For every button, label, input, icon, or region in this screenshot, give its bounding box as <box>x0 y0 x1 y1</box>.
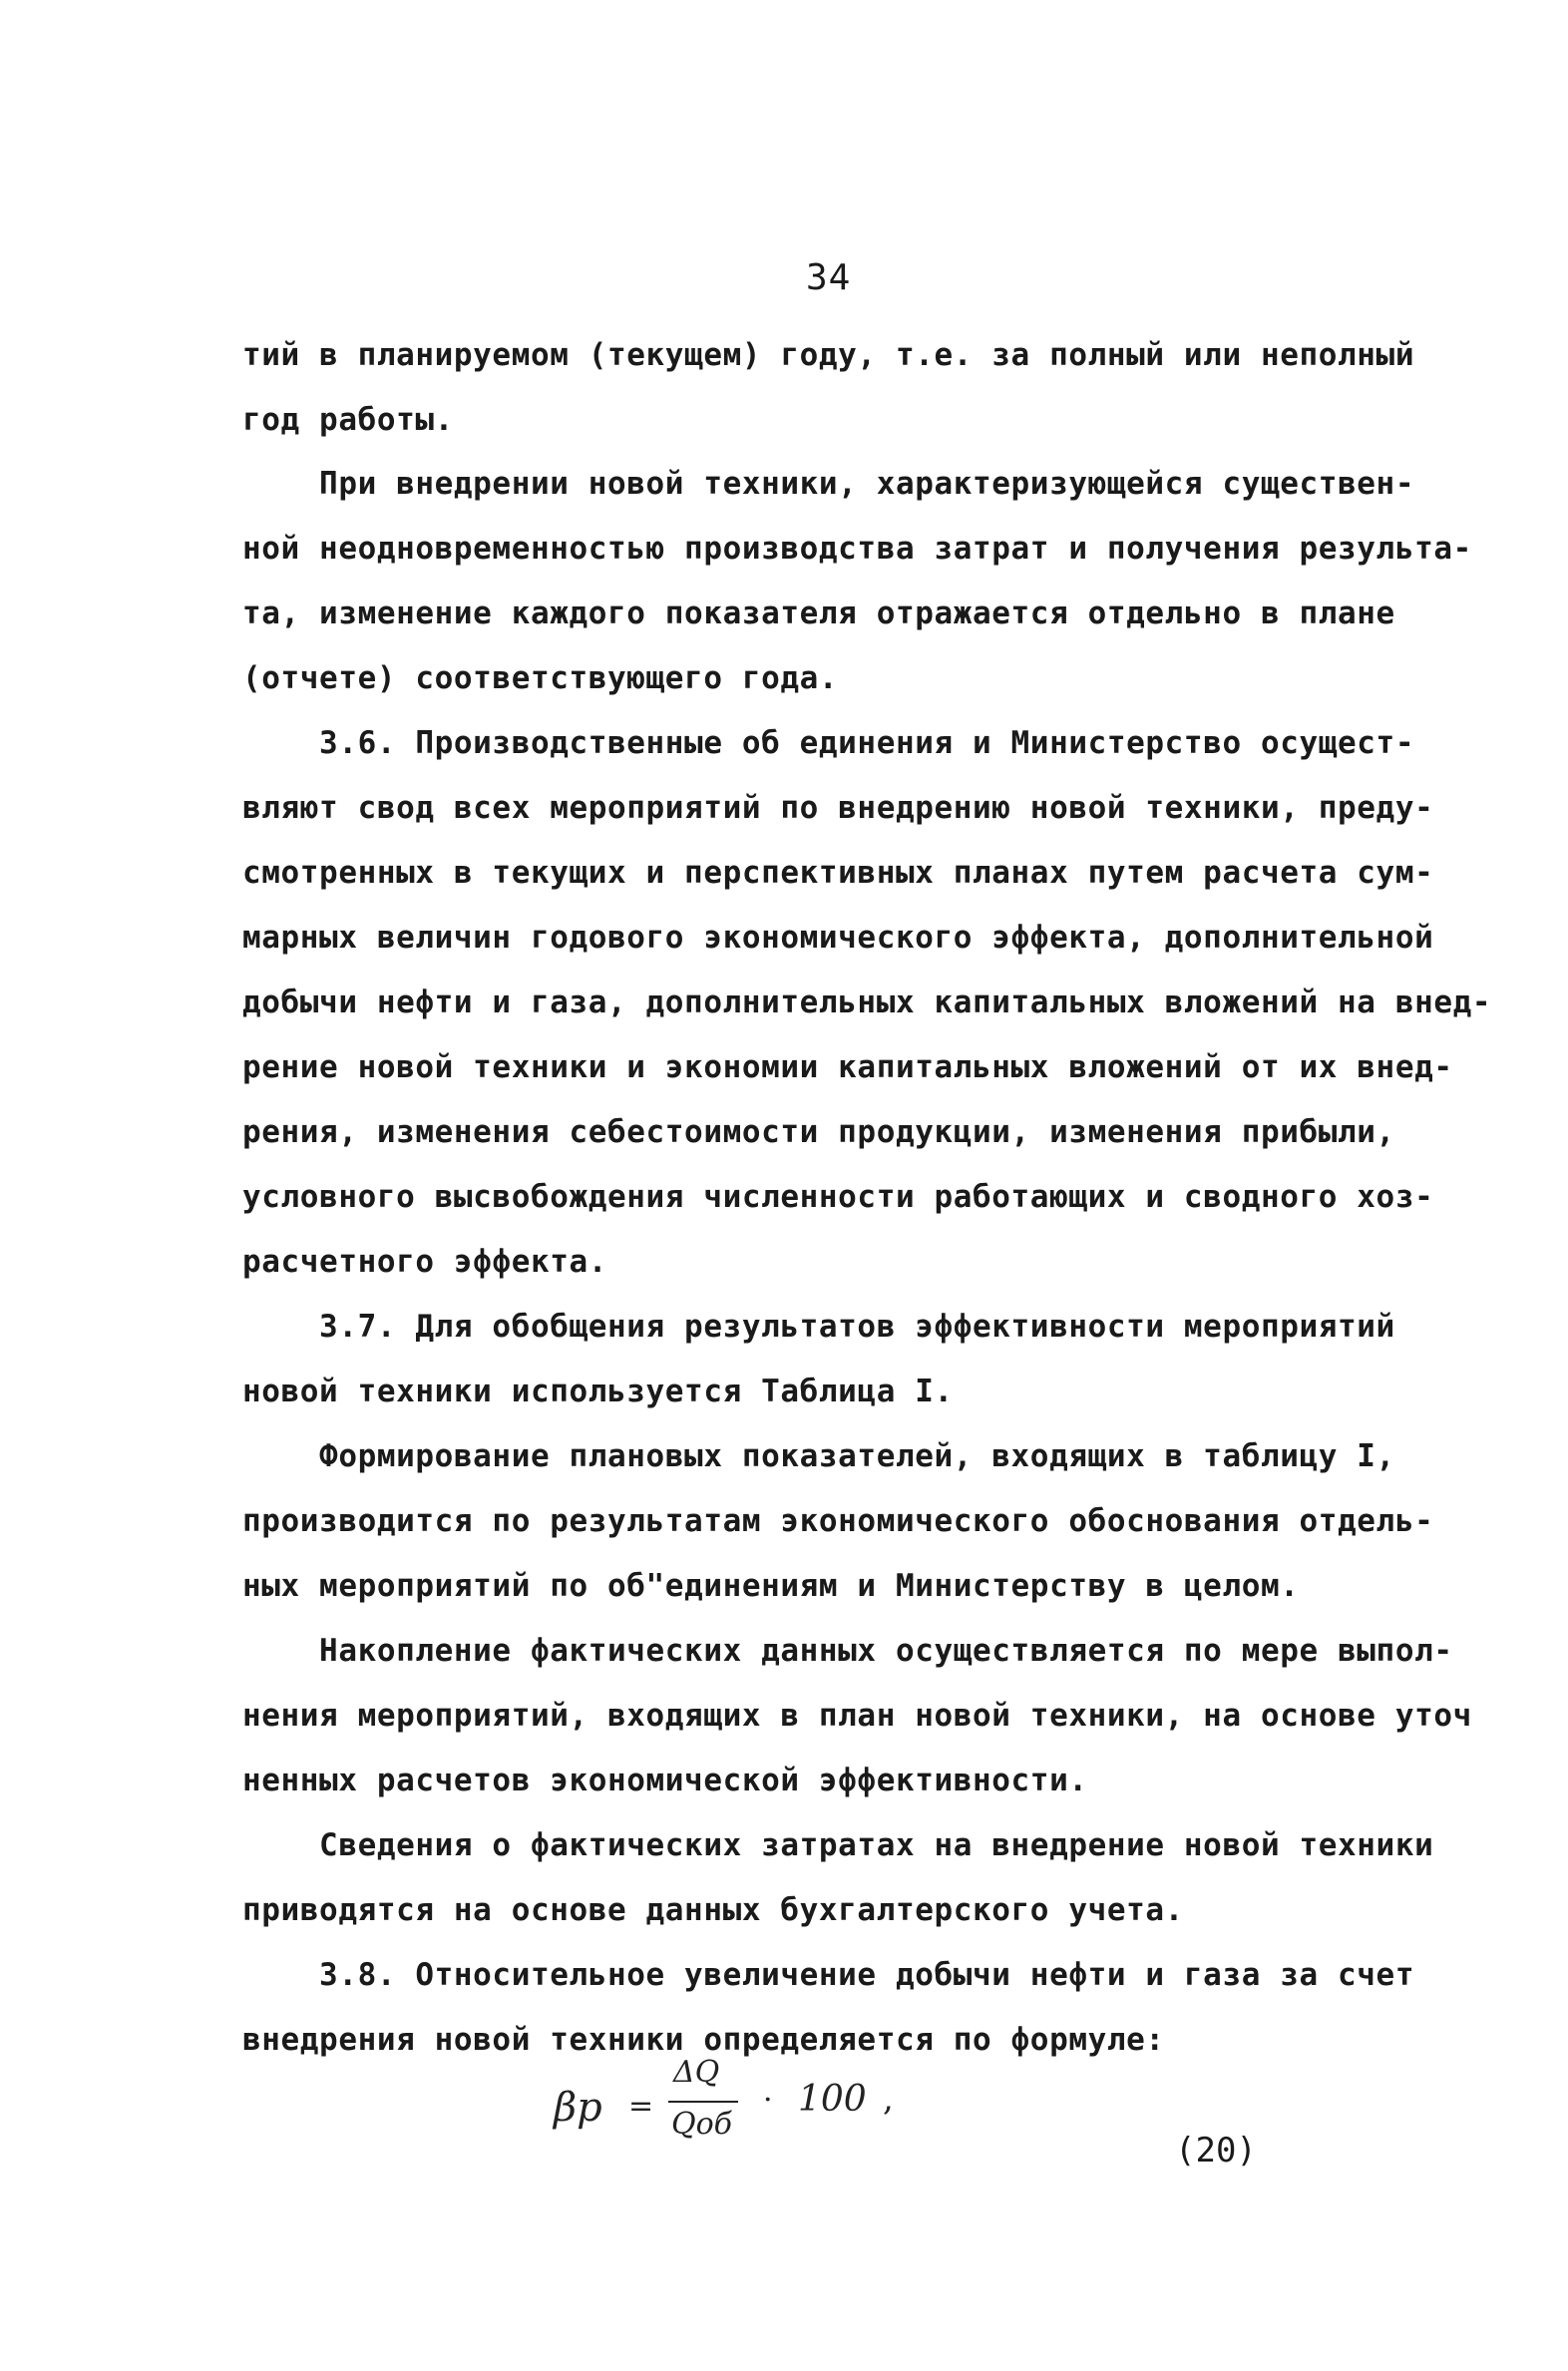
formula-comma: , <box>883 2079 894 2119</box>
formula-equals: = <box>628 2089 654 2124</box>
text-line: ных мероприятий по об"единениям и Министерству в целом. <box>242 1568 1300 1604</box>
text-line: рения, изменения себестоимости продукции, изменения прибыли, <box>242 1114 1395 1150</box>
text-line: При внедрении новой техники, характеризующейся существен- <box>242 466 1415 502</box>
text-line: добычи нефти и газа, дополнительных капитальных вложений на внед- <box>242 985 1492 1020</box>
equation-number: (20) <box>1175 2131 1257 2171</box>
text-line: производится по результатам экономического обоснования отдель- <box>242 1503 1434 1539</box>
formula-lhs: βp <box>554 2085 602 2131</box>
formula-20 <box>554 2055 933 2165</box>
text-line: 3.8. Относительное увеличение добычи нефти и газа за счет <box>242 1957 1415 1993</box>
text-line: рение новой техники и экономии капитальных вложений от их внед- <box>242 1049 1453 1085</box>
text-line: год работы. <box>242 402 454 438</box>
text-line: 3.7. Для обобщения результатов эффективности мероприятий <box>242 1309 1395 1345</box>
formula-numerator: ΔQ <box>673 2055 720 2090</box>
text-line: та, изменение каждого показателя отражается отдельно в плане <box>242 595 1395 631</box>
text-line: ненных расчетов экономической эффективности. <box>242 1763 1088 1798</box>
text-line: ной неодновременностью производства затрат и получения результа- <box>242 531 1472 567</box>
text-line: (отчете) соответствующего года. <box>242 660 839 696</box>
formula-denominator: Qоб <box>671 2107 732 2142</box>
page-number: 34 <box>806 257 852 298</box>
text-line: Формирование плановых показателей, входящих в таблицу I, <box>242 1438 1395 1474</box>
text-line: нения мероприятий, входящих в план новой техники, на основе уточ <box>242 1698 1472 1734</box>
text-line: новой техники используется Таблица I. <box>242 1374 954 1409</box>
text-line: приводятся на основе данных бухгалтерского учета. <box>242 1892 1184 1928</box>
text-line: Накопление фактических данных осуществляется по мере выпол- <box>242 1633 1453 1669</box>
text-line: Сведения о фактических затратах на внедрение новой техники <box>242 1827 1434 1863</box>
text-line: внедрения новой техники определяется по формуле: <box>242 2022 1165 2058</box>
text-line: смотренных в текущих и перспективных планах путем расчета сум- <box>242 855 1434 891</box>
text-line: вляют свод всех мероприятий по внедрению новой техники, преду- <box>242 790 1434 826</box>
text-line: марных величин годового экономического эффекта, дополнительной <box>242 920 1434 956</box>
formula-multiplier: 100 <box>798 2079 867 2120</box>
formula-multiply-dot: · <box>763 2083 773 2118</box>
text-line: тий в планируемом (текущем) году, т.е. за полный или неполный <box>242 337 1415 373</box>
text-line: расчетного эффекта. <box>242 1244 608 1280</box>
fraction-bar <box>668 2101 738 2103</box>
text-line: 3.6. Производственные об единения и Министерство осущест- <box>242 725 1415 761</box>
text-line: условного высвобождения численности работающих и сводного хоз- <box>242 1179 1434 1215</box>
